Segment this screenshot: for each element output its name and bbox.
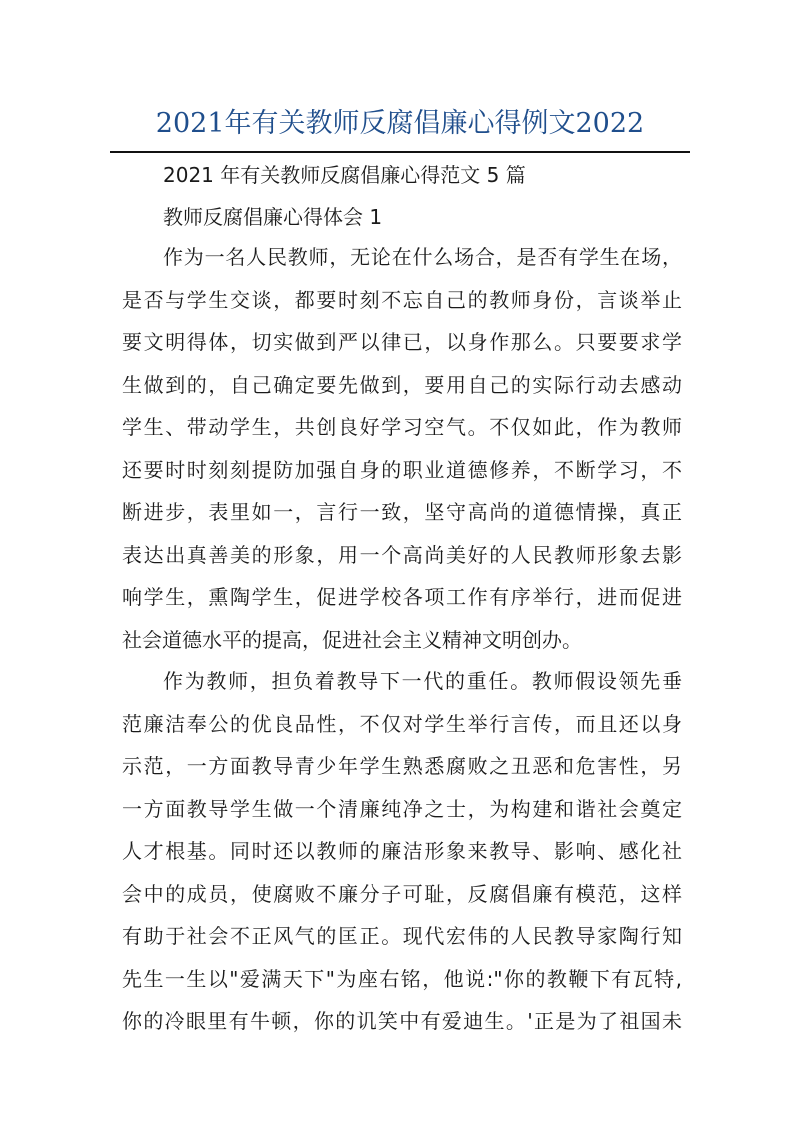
paragraph-line: 先生一生以"爱满天下"为座右铭，他说:"你的教鞭下有瓦特, xyxy=(122,966,682,991)
paragraph-line: 还要时时刻刻提防加强自身的职业道德修养，不断学习，不 xyxy=(122,457,682,482)
paragraph-1 xyxy=(122,236,682,661)
paragraph-line: 生做到的，自己确定要先做到，要用自己的实际行动去感动 xyxy=(122,372,682,397)
paragraph-line: 范廉洁奉公的优良品性，不仅对学生举行言传，而且还以身 xyxy=(122,711,682,736)
paragraph-line: 社会道德水平的提高，促进社会主义精神文明创办。 xyxy=(122,627,582,652)
paragraph-line: 断进步，表里如一，言行一致，坚守高尚的道德情操，真正 xyxy=(122,500,682,524)
document-title: 2021年有关教师反腐倡廉心得例文2022 xyxy=(155,108,645,139)
paragraph-line: 作为一名人民教师，无论在什么场合，是否有学生在场， xyxy=(163,245,682,269)
paragraph-line: 有助于社会不正风气的匡正。现代宏伟的人民教导家陶行知 xyxy=(122,924,682,948)
title-underline xyxy=(110,151,690,153)
paragraph-line: 会中的成员，使腐败不廉分子可耻，反腐倡廉有模范，这样 xyxy=(122,881,682,906)
paragraph-line: 示范，一方面教导青少年学生熟悉腐败之丑恶和危害性，另 xyxy=(122,754,682,778)
paragraph-2 xyxy=(122,660,682,1043)
document-subtitle: 2021 年有关教师反腐倡廉心得范文 5 篇 xyxy=(163,163,526,187)
paragraph-line: 作为教师，担负着教导下一代的重任。教师假设领先垂 xyxy=(163,669,682,693)
paragraph-line: 你的冷眼里有牛顿，你的讥笑中有爱迪生。'正是为了祖国未 xyxy=(122,1009,682,1033)
section-heading: 教师反腐倡廉心得体会 1 xyxy=(163,205,383,229)
paragraph-line: 一方面教导学生做一个清廉纯净之士，为构建和谐社会奠定 xyxy=(122,796,682,821)
paragraph-line: 学生、带动学生，共创良好学习空气。不仅如此，作为教师 xyxy=(122,415,682,439)
paragraph-line: 要文明得体，切实做到严以律已，以身作那么。只要要求学 xyxy=(122,330,682,354)
paragraph-line: 是否与学生交谈，都要时刻不忘自己的教师身份，言谈举止 xyxy=(122,287,682,312)
paragraph-line: 人才根基。同时还以教师的廉洁形象来教导、影响、感化社 xyxy=(122,839,682,863)
paragraph-line: 响学生，熏陶学生，促进学校各项工作有序举行，进而促进 xyxy=(122,585,682,609)
paragraph-line: 表达出真善美的形象，用一个高尚美好的人民教师形象去影 xyxy=(122,542,682,567)
